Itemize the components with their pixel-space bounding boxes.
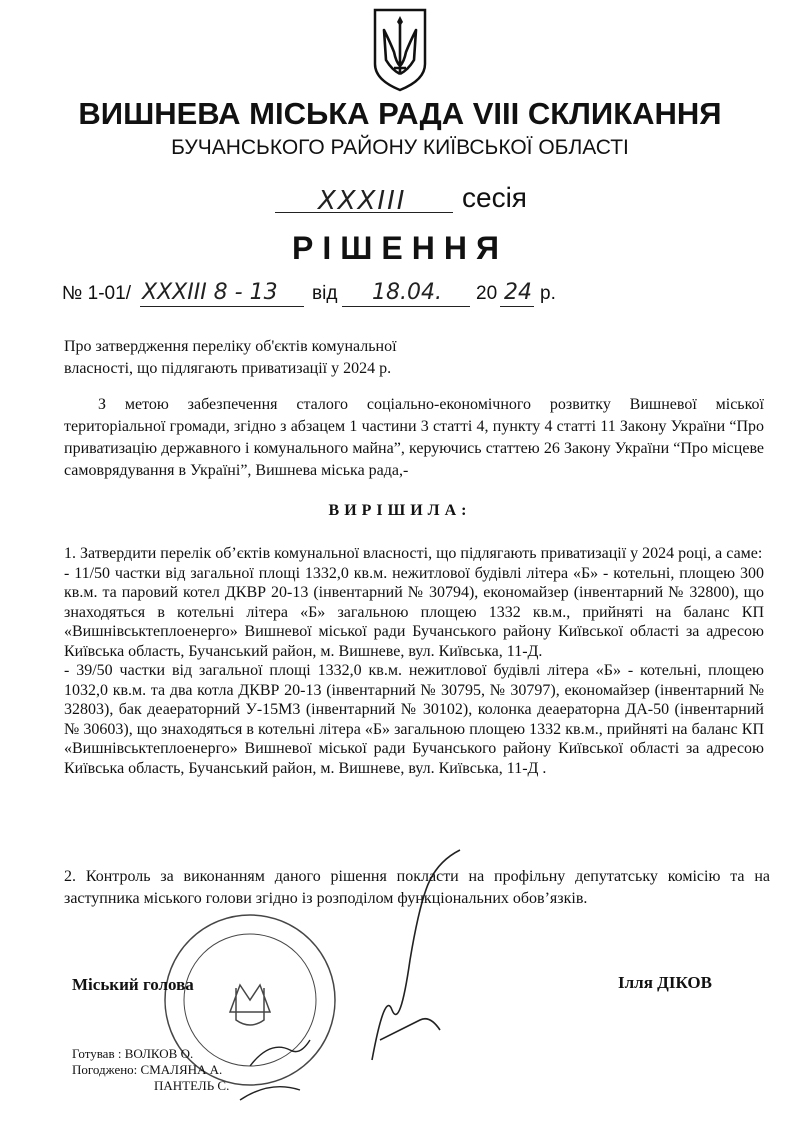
decision-number-handwritten: XXXIII 8 - 13	[142, 280, 278, 305]
item-1-subitem-2: - 39/50 частки від загальної площі 1332,0 кв.м. нежитлової будівлі літера «Б» - котельні, площею 1032,0 кв.м. та два котла ДКВР 20-13 (інвентарний № 30795, № 30797), економайзер (інвентарний № 32803), бак деаераторний У-15М3 (інвентарний № 30102), колонка деаераторна ДА-50 (інвентарний № 30603), що знаходяться в котельні літера «Б» загальною площею 1332 кв.м., прийняті на баланс КП «Вишнівськтеплоенерго» Вишневої міської ради Бучанського району Київської області за адресою Київська область, Бучанський район, м. Вишневе, вул. Київська, 11-Д .	[64, 662, 764, 777]
date-from-label: від	[312, 283, 338, 304]
resolved-heading: ВИРІШИЛА:	[328, 502, 472, 519]
year-handwritten: 24	[504, 280, 532, 305]
decision-date-handwritten: 18.04.	[372, 280, 442, 305]
decision-title: РІШЕННЯ	[292, 230, 508, 266]
item-1-subitem-1: - 11/50 частки від загальної площі 1332,0 кв.м. нежитлової будівлі літера «Б» - котельні, площею 300 кв.м. та паровий котел ДКВР 20-13 (інвентарний № 30794), економайзер (інвентарний № 32800), що знаходяться в котельні літера «Б» загальною площею 1332 кв.м., прийняті на баланс КП «Вишнівськтеплоенерго» Вишневої міської ради Бучанського району Київської області за адресою Київська область, Бучанський район, м. Вишневе, вул. Київська, 11-Д.	[64, 564, 764, 660]
prepared-signature	[240, 1040, 310, 1100]
trident-icon	[372, 8, 428, 92]
agreed-by: Погоджено: СМАЛЯНА А.	[72, 1062, 223, 1077]
session-label: сесія	[462, 182, 527, 213]
agreed-by-2: ПАНТЕЛЬ С.	[154, 1078, 230, 1093]
item-1	[64, 544, 764, 778]
council-title: ВИШНЕВА МІСЬКА РАДА VIII СКЛИКАННЯ	[78, 96, 722, 131]
prepared-by: Готував : ВОЛКОВ О.	[72, 1046, 194, 1061]
date-underline	[342, 306, 470, 307]
item-2: 2. Контроль за виконанням даного рішення покласти на профільну депутатську комісію та на заступника міського голови згідно із розподілом функціональних обов’язків.	[64, 868, 770, 907]
year-suffix: р.	[540, 283, 556, 304]
district-subtitle: БУЧАНСЬКОГО РАЙОНУ КИЇВСЬКОЇ ОБЛАСТІ	[171, 136, 629, 159]
session-number: XXXIII	[318, 186, 407, 216]
mayor-name: Ілля ДІКОВ	[618, 973, 712, 992]
preamble-paragraph: З метою забезпечення сталого соціально-економічного розвитку Вишневої міської територіальної громади, згідно з абзацем 1 частини 3 статті 4, пункту 4 статті 11 Закону України “Про приватизацію державного і комунального майна”, керуючись статтею 26 Закону України “Про місцеве самоврядування в Україні”, Вишнева міська рада,-	[64, 396, 764, 479]
decision-number-prefix: № 1-01/	[62, 283, 131, 304]
mayor-label: Міський голова	[72, 975, 194, 994]
number-underline	[140, 306, 304, 307]
year-prefix: 20	[476, 283, 498, 304]
year-underline	[500, 306, 534, 307]
approvals-block	[72, 1046, 229, 1094]
decision-subject: Про затвердження переліку об'єктів комунальної власності, що підлягають приватизації у 2024 р.	[64, 338, 397, 377]
item-1-intro: 1. Затвердити перелік об’єктів комунальної власності, що підлягають приватизації у 2024 році, а саме:	[64, 545, 763, 562]
